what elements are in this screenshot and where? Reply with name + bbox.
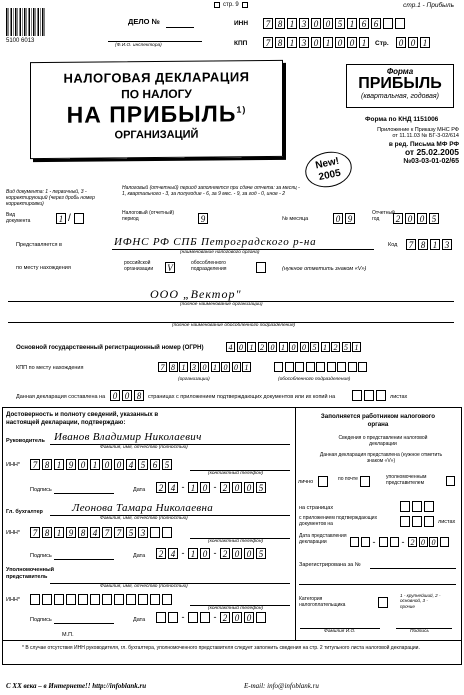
input-cell: 0 [300,342,309,352]
input-cell [337,362,346,372]
input-cell: 0 [335,37,345,48]
input-cell: 0 [311,18,321,29]
input-cell [114,594,124,605]
input-cell [285,362,294,372]
ruk-date-cells[interactable] [156,482,268,493]
footer-left[interactable]: С XX века – в Интернете!! http://infoblank.ru [6,682,147,690]
inspector-line [108,41,202,42]
period-cells[interactable] [198,213,210,224]
po-pochte-label: по почте [338,476,358,482]
input-cell: 3 [299,18,309,29]
predst-caption: (наименование налогового органа) [180,250,260,255]
buh-label: Гл. бухгалтер [6,509,43,515]
input-cell [395,18,405,29]
date-separator: - [213,482,217,492]
mp-label: М.П. [62,632,74,638]
input-cell: 0 [200,362,209,372]
input-cell [54,594,64,605]
input-cell [162,527,172,538]
input-cell: 0 [232,362,241,372]
input-cell [376,390,386,401]
input-cell: 1 [279,342,288,352]
input-cell: 5 [342,342,351,352]
kpp-cells[interactable] [263,37,371,48]
date-separator: - [372,537,376,547]
delo-label: ДЕЛО № [128,17,160,26]
kod-label: Код [388,242,398,248]
input-cell: 0 [244,548,254,559]
prikaz-text: от 11.11.03 № БГ-3-02/614 [392,133,459,140]
upoln-podpis-label: Подпись [30,617,52,623]
upoln-pred-check[interactable] [446,476,457,486]
input-cell: 6 [150,459,160,470]
ruk-fio-caption: Фамилия, имя, отчество (полностью) [100,445,188,450]
buh-date-cells[interactable] [156,548,268,559]
kpp-org-caption: (организации) [178,377,210,382]
input-cell: 7 [30,527,40,538]
red-text: в ред. Письма МФ РФ [388,141,459,149]
input-cell: 4 [226,342,235,352]
listah-label: листах [438,519,456,525]
input-cell: 0 [110,390,120,401]
input-cell: 0 [200,548,210,559]
input-cell [188,612,198,623]
input-cell: 4 [90,527,100,538]
input-cell [30,594,40,605]
input-cell: 1 [242,362,251,372]
input-cell: 2 [220,612,230,623]
input-cell: 1 [359,37,369,48]
upoln-inn-label: ИНН* [6,597,21,603]
vid-slash: / [68,213,71,224]
ros-org-label: российской организации [124,260,154,272]
input-cell: 0 [244,482,254,493]
frame-right [461,407,462,664]
page-num-text: стр. 9 [223,2,239,8]
input-cell: 0 [323,18,333,29]
ros-org-mark: V [165,262,175,273]
input-cell: 1 [90,459,100,470]
input-cell [412,501,422,512]
input-cell: 5 [162,459,172,470]
zareg-label: Зарегистрирована за № [299,562,361,568]
input-cell: 5 [256,482,266,493]
section-divider-bottom [2,640,462,641]
kpp-mesto-label: КПП по месту нахождения [16,365,84,371]
input-cell: 6 [371,18,381,29]
upoln-data-label: Дата [133,617,146,623]
red-date: от 25.02.2005 [404,147,459,158]
input-cell [424,501,434,512]
obosob-check[interactable] [256,262,268,273]
input-cell [78,594,88,605]
input-cell: 0 [417,213,427,224]
buh-data-label: Дата [133,553,146,559]
pages-end: листах [390,394,408,400]
forma-label: Форма [386,67,414,76]
input-cell [150,527,160,538]
ruk-label: Руководитель [6,438,45,444]
input-cell: 1 [188,548,198,559]
new-badge [302,147,355,191]
cat-help: 1 - крупнейший, 2 - основной, 3 - прочие [400,593,441,609]
input-cell: 0 [122,390,132,401]
input-cell [316,362,325,372]
input-cell: 1 [347,18,357,29]
input-cell [379,537,388,547]
ogrn-cells[interactable] [226,342,363,352]
input-cell: 0 [114,459,124,470]
input-cell: 7 [406,239,416,250]
year-cells[interactable] [393,213,441,224]
input-cell: 1 [352,342,361,352]
input-cell: 8 [418,239,428,250]
input-cell [383,18,393,29]
input-cell: 9 [345,213,355,224]
input-cell: 7 [114,527,124,538]
input-cell: 2 [408,537,417,547]
ruk-phone-caption: (контактный телефон) [208,471,264,476]
input-cell: 9 [198,213,208,224]
input-cell: 0 [347,37,357,48]
input-cell: 0 [232,548,242,559]
section-divider-mid [295,407,296,640]
input-cell [200,612,210,623]
input-cell: 9 [66,527,76,538]
ruk-value[interactable]: Иванов Владимир Николаевич [54,431,202,443]
upoln-label: Уполномоченный представитель [6,567,55,581]
buh-podpis-line [54,559,114,560]
input-cell: 1 [211,362,220,372]
prilozhenie-text: Приложение к Приказу МНС РФ [377,127,459,133]
input-cell: 0 [408,37,418,48]
input-cell [348,362,357,372]
form-type-box [346,64,454,108]
mark-note: (нужное отметить знаком «V») [282,266,367,272]
input-cell: 0 [396,37,406,48]
input-cell [295,362,304,372]
input-cell: 3 [138,527,148,538]
month-label: № месяца [282,216,309,222]
input-cell: 0 [244,612,254,623]
left-heading: Достоверность и полноту сведений, указанных в настоящей декларации, подтверждаю: [6,411,159,427]
input-cell [350,537,359,547]
right-heading: Заполняется работником налогового органа [320,413,436,429]
year-label: Отчетный год [372,210,395,222]
frame-left [2,407,3,664]
kpp-org-cells[interactable] [158,362,253,372]
input-cell: 1 [287,18,297,29]
title-block [30,60,283,159]
date-separator: - [181,548,185,558]
buh-inn-label: ИНН* [6,530,21,536]
obosob-name-caption: (полное наименование обособленного подразделения) [172,323,296,328]
marker-square-right [242,2,248,8]
input-cell: 2 [220,482,230,493]
input-cell: 1 [323,37,333,48]
page-label: стр.1 - Прибыль [403,2,454,9]
input-cell: 5 [126,527,136,538]
kpp-label: КПП [234,40,248,47]
new-badge-text: New! 2005 [314,155,342,184]
title-line1: НАЛОГОВАЯ ДЕКЛАРАЦИЯ [63,69,250,86]
input-cell: 2 [331,342,340,352]
input-cell: 8 [42,527,52,538]
s-prilozh-cells[interactable] [400,516,436,527]
pages-docs-cells[interactable] [352,390,388,401]
lichno-check[interactable] [318,476,330,487]
ogrn-label: Основной государственный регистрационный номер (ОГРН) [16,344,204,351]
input-cell [138,594,148,605]
knd-label: Форма по КНД 1151006 [365,116,439,123]
svedeniya: Сведения о представлении налоговой декларации [338,435,428,447]
input-cell: 1 [54,459,64,470]
vid-label: Вид документа [6,212,31,224]
data-pred-cells[interactable] [350,537,450,548]
input-cell: 9 [66,459,76,470]
input-cell: 0 [232,482,242,493]
buh-phone-caption: (контактный телефон) [208,539,264,544]
na-stranicah-cells[interactable] [400,501,436,512]
upoln-inn-cells[interactable] [30,594,174,605]
input-cell [306,362,315,372]
input-cell [150,594,160,605]
input-cell: 0 [268,342,277,352]
input-cell [256,612,266,623]
ruk-podpis-line [54,493,114,494]
lichno-label: лично [298,479,314,485]
input-cell [361,537,370,547]
obosob-label: обособленного подразделения [191,260,227,272]
buh-inn-cells[interactable] [30,527,174,538]
input-cell: 0 [232,612,242,623]
date-separator: - [181,612,185,622]
title-line2: ПО НАЛОГУ [121,86,192,102]
kpp-obosob-caption: (обособленного подразделения) [278,377,351,382]
input-cell: 2 [393,213,403,224]
upoln-date-cells[interactable] [156,612,268,623]
zareg-line-2 [299,584,456,585]
input-cell: 0 [311,37,321,48]
prikaz-info [363,127,459,165]
input-cell: 2 [156,482,166,493]
period-help: Налоговый (отчетный) период заполняется при сдаче отчета: за месяц - 1, квартального - 3, за полугодие - 6, за 9 мес. - 9, за год - 0, иное - 2 [122,185,300,197]
input-cell: 3 [299,37,309,48]
input-cell: 7 [263,37,273,48]
podpis-caption: Подпись [410,629,430,634]
input-cell [327,362,336,372]
ruk-inn-cells[interactable] [30,459,174,470]
pages-label: Данная декларация составлена на [16,394,106,400]
input-cell [440,537,449,547]
input-cell: 1 [287,37,297,48]
input-cell: 0 [102,459,112,470]
zareg-line [370,568,456,569]
input-cell: 8 [169,362,178,372]
input-cell [156,612,166,623]
s-prilozh-label: с приложением подтверждающих документов на [299,515,378,527]
input-cell: 4 [168,548,178,559]
pages-mid: страницах с приложением подтверждающих документов или их копий на [148,394,336,400]
marker-square-left [214,2,220,8]
na-stranicah-label: на страницах [299,505,334,511]
input-cell: 1 [179,362,188,372]
input-cell: 0 [289,342,298,352]
title-line3: НА ПРИБЫЛЬ$^{1)}$ [66,100,247,128]
input-cell: 8 [42,459,52,470]
date-separator: - [213,548,217,558]
input-cell: 0 [78,459,88,470]
input-cell: 2 [156,548,166,559]
kpp-obosob-cells[interactable] [274,362,369,372]
date-separator: - [401,537,405,547]
kod-cells[interactable] [406,239,454,250]
barcode-number: 5100 6013 [6,38,35,44]
kategoriya-cell[interactable] [378,597,390,608]
input-cell [424,516,434,527]
title-footnote: 1) [236,104,247,115]
date-separator: - [181,482,185,492]
org-name-value[interactable]: ООО „Вектор" [150,287,242,301]
input-cell [364,390,374,401]
input-cell: 3 [190,362,199,372]
mesto-label: по месту нахождения [16,265,71,271]
ruk-data-label: Дата [133,487,146,493]
upoln-fio-caption: Фамилия, имя, отчество (полностью) [100,584,188,589]
fio-caption: Фамилия И.О. [324,629,356,634]
input-cell: 1 [430,239,440,250]
footer-right[interactable]: E-mail: info@infoblank.ru [244,682,319,690]
po-pochte-check[interactable] [360,476,372,487]
vid-cells[interactable] [56,213,86,224]
input-cell: 8 [275,18,285,29]
date-separator: - [213,612,217,622]
input-cell [126,594,136,605]
inspector-caption: (Ф.И.О. инспектора) [115,43,162,48]
input-cell: 0 [200,482,210,493]
input-cell: 7 [158,362,167,372]
predst-value[interactable]: ИФНС РФ СПБ Петроградского р-на [114,236,317,248]
red-num: №03-03-01-02/65 [403,157,459,165]
input-cell [412,516,422,527]
input-cell: 4 [168,482,178,493]
upoln-phone-caption: (контактный телефон) [208,606,264,611]
input-cell: 2 [220,548,230,559]
input-cell: 1 [247,342,256,352]
period-label: Налоговый (отчетный) период [122,210,175,222]
input-cell [162,594,172,605]
input-cell: 8 [134,390,144,401]
input-cell: 0 [429,537,438,547]
ruk-inn-label: ИНН* [6,462,21,468]
pribyl-label: ПРИБЫЛЬ [358,75,442,92]
input-cell: 1 [54,527,64,538]
input-cell: 1 [56,213,66,224]
kategoriya-label: Категория налогоплательщика [299,596,346,608]
input-cell: 5 [335,18,345,29]
delo-line [166,27,194,28]
input-cell [358,362,367,372]
inn-label: ИНН [234,20,249,27]
input-cell: 5 [256,548,266,559]
input-cell [390,537,399,547]
input-cell: 0 [237,342,246,352]
period-label: (квартальная, годовая) [361,93,439,100]
input-cell: 1 [188,482,198,493]
inn-cells[interactable] [263,18,407,29]
org-name-caption: (полное наименование организации) [180,302,263,307]
input-cell [352,390,362,401]
upoln-podpis-line [54,623,114,624]
footnote-text: * В случае отсутствия ИНН руководителя, гл. бухгалтера, уполномоченного представителя следует заполнить сведения на стр. 2 титульного листа налоговой декларации. [22,645,420,651]
input-cell [400,516,410,527]
input-cell [102,594,112,605]
input-cell: 8 [275,37,285,48]
input-cell [42,594,52,605]
title-line4: ОРГАНИЗАЦИЙ [114,128,199,142]
input-cell [274,362,283,372]
month-cells[interactable] [333,213,357,224]
str-label: Стр. [375,40,389,47]
input-cell [168,612,178,623]
input-cell: 0 [419,537,428,547]
sposob: Данная декларация представлена (нужное отметить знаком «V») [319,452,443,464]
input-cell: 3 [442,239,452,250]
input-cell: 1 [420,37,430,48]
input-cell: 0 [221,362,230,372]
input-cell: 1 [321,342,330,352]
input-cell [66,594,76,605]
input-cell: 7 [102,527,112,538]
input-cell [400,501,410,512]
section-divider-top [2,407,462,408]
input-cell: 6 [359,18,369,29]
pages-cells[interactable] [110,390,146,401]
upoln-pred-label: уполномоченным представителем [386,474,427,486]
buh-value[interactable]: Леонова Тамара Николаевна [72,502,214,514]
str-cells[interactable] [396,37,432,48]
barcode [6,8,46,36]
input-cell [90,594,100,605]
input-cell: 5 [429,213,439,224]
input-cell: 7 [30,459,40,470]
input-cell: 4 [126,459,136,470]
input-cell: 7 [263,18,273,29]
buh-podpis-label: Подпись [30,553,52,559]
input-cell [74,213,84,224]
page-number-marker [214,2,248,9]
buh-fio-caption: Фамилия, имя, отчество (полностью) [100,516,188,521]
ruk-podpis-label: Подпись [30,487,52,493]
frame-bottom [2,664,462,665]
input-cell: 0 [405,213,415,224]
input-cell: 5 [310,342,319,352]
vid-help: Вид документа: 1 - первичный, 3 - корректирующий (через дробь номер корректировки) [6,189,95,207]
input-cell: 0 [333,213,343,224]
data-pred-label: Дата представления декларации [299,533,347,545]
input-cell: 8 [78,527,88,538]
ros-org-check[interactable] [165,262,177,273]
input-cell: 5 [138,459,148,470]
input-cell: 2 [258,342,267,352]
predst-label: Представляется в [16,242,62,248]
